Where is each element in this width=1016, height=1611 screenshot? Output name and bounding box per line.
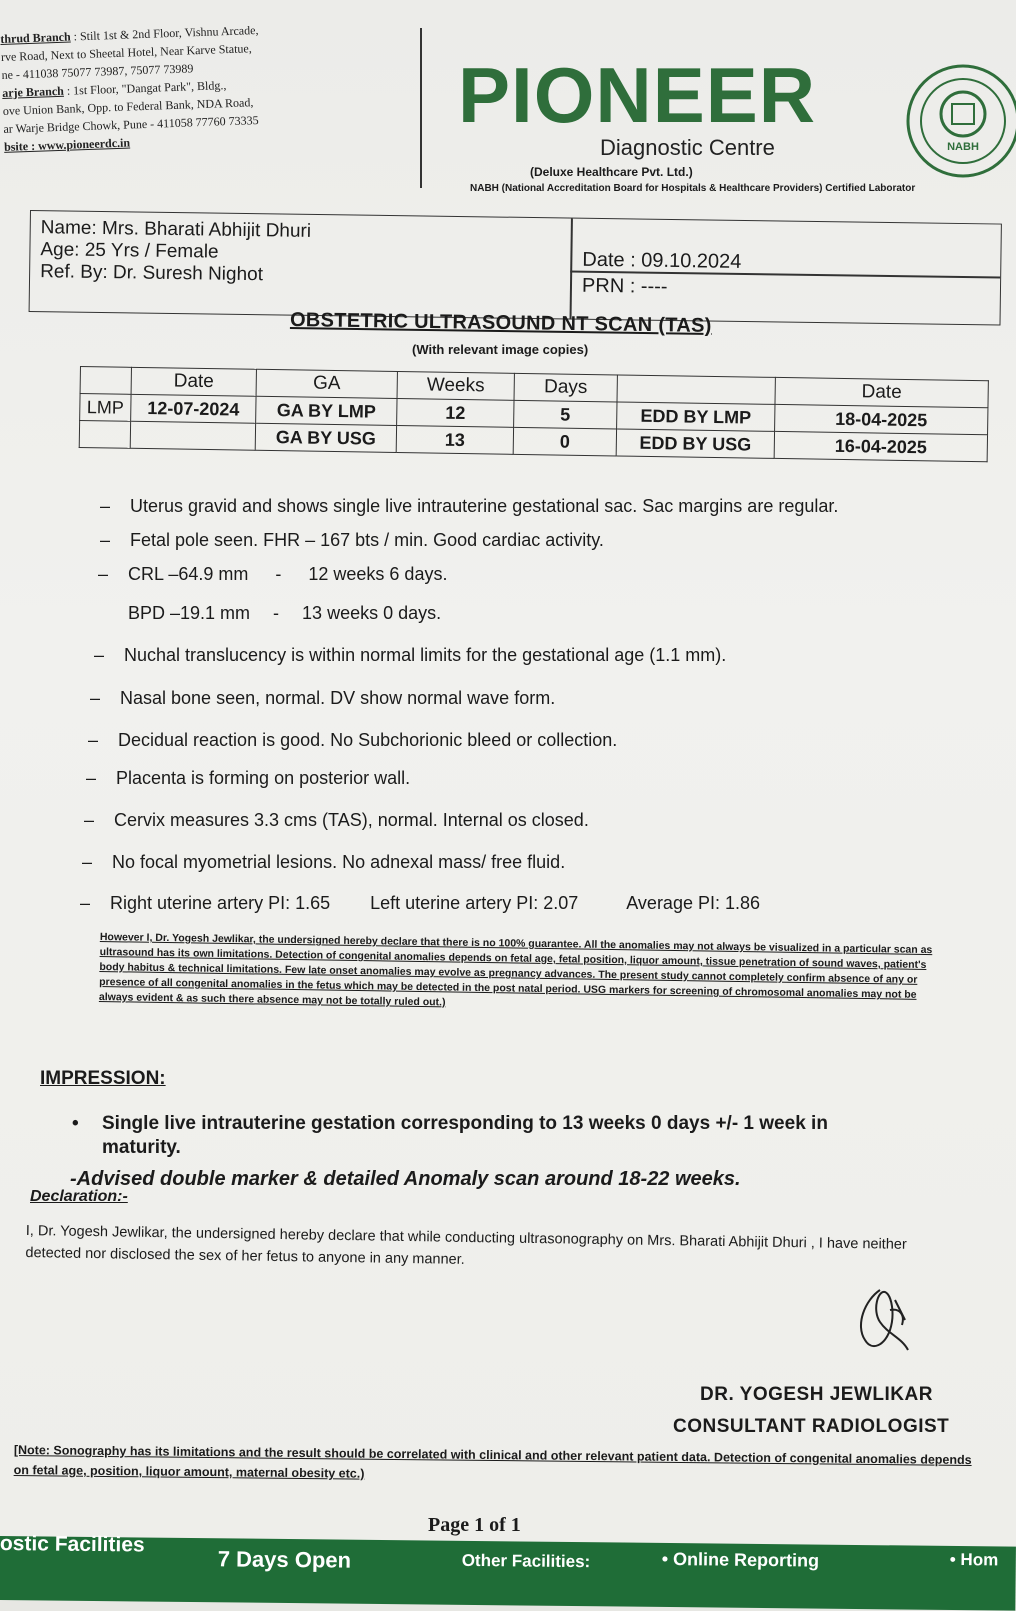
doctor-title: CONSULTANT RADIOLOGIST bbox=[673, 1416, 950, 1437]
table-cell: 0 bbox=[513, 427, 616, 456]
finding-uterus: – Uterus gravid and shows single live intrauterine gestational sac. Sac margins are regular. bbox=[100, 496, 839, 516]
patient-info-box bbox=[29, 210, 1002, 326]
seal-text: NABH bbox=[947, 141, 979, 153]
table-cell: GA BY USG bbox=[255, 423, 396, 452]
header-divider bbox=[420, 28, 422, 188]
note-text: [Note: Sonography has its limitations and the result should be correlated with clinical and other relevant patient data. Detection of congenital anomalies depends on fetal age, position, liquor amount, maternal obesity etc.) bbox=[13, 1442, 972, 1481]
patient-age: Age: 25 Yrs / Female bbox=[40, 239, 219, 263]
table-cell: Days bbox=[514, 373, 617, 402]
doctor-name: DR. YOGESH JEWLIKAR bbox=[700, 1384, 933, 1405]
prn: PRN : ---- bbox=[581, 274, 668, 298]
finding-bpd: BPD –19.1 mm - 13 weeks 0 days. bbox=[128, 603, 442, 623]
branch2-line3: ar Warje Bridge Chowk, Pune - 411058 77760 73335 bbox=[3, 113, 259, 136]
table-cell bbox=[80, 367, 131, 395]
nabh-accreditation: NABH (National Accreditation Board for Hospitals & Healthcare Providers) Certified Laborator bbox=[470, 183, 916, 194]
finding-uterine-artery: – Right uterine artery PI: 1.65 Left uterine artery PI: 2.07 Average PI: 1.86 bbox=[80, 893, 761, 913]
logo-subtitle: Diagnostic Centre bbox=[600, 135, 775, 160]
table-cell: Date bbox=[775, 377, 988, 407]
branch2-line2: ove Union Bank, Opp. to Federal Bank, NDA Road, bbox=[2, 95, 254, 118]
report-date: Date : 09.10.2024 bbox=[582, 248, 742, 273]
branch-addresses bbox=[0, 16, 414, 156]
table-cell: GA bbox=[256, 369, 397, 398]
finding-cervix: – Cervix measures 3.3 cms (TAS), normal. Internal os closed. bbox=[84, 810, 589, 830]
table-cell: 12-07-2024 bbox=[131, 394, 256, 423]
table-cell: Date bbox=[131, 367, 256, 396]
branch1-line2: rve Road, Next to Sheetal Hotel, Near Karve Statue, bbox=[0, 41, 252, 64]
report-subtitle: (With relevant image copies) bbox=[412, 342, 589, 357]
branch2-line1: : 1st Floor, "Dangat Park", Bldg., bbox=[63, 78, 227, 98]
table-cell: 16-04-2025 bbox=[774, 431, 987, 461]
table-cell: GA BY LMP bbox=[256, 396, 397, 425]
nabh-seal-icon bbox=[904, 62, 1016, 180]
table-cell: 5 bbox=[514, 400, 617, 429]
branch1-line3: ne - 411038 75077 73987, 75077 73989 bbox=[1, 61, 194, 82]
logo-text: PIONEER bbox=[458, 51, 817, 139]
finding-nuchal: – Nuchal translucency is within normal limits for the gestational age (1.1 mm). bbox=[94, 645, 727, 665]
finding-myometrial: – No focal myometrial lesions. No adnexal mass/ free fluid. bbox=[82, 852, 566, 872]
table-cell: Weeks bbox=[397, 371, 514, 400]
website[interactable]: bsite : www.pioneerdc.in bbox=[3, 135, 131, 154]
advice-text: -Advised double marker & detailed Anomaly scan around 18-22 weeks. bbox=[70, 1168, 741, 1190]
branch2-name: arje Branch bbox=[1, 83, 65, 100]
bullet-icon: • bbox=[72, 1113, 79, 1134]
footer-facilities: ostic Facilities bbox=[0, 1532, 145, 1557]
disclaimer-text: However I, Dr. Yogesh Jewlikar, the undersigned hereby declare that there is no 100% guarantee. All the anomalies may not always be visualized in a particular scan as ultrasound has its own limitations. Detection of congenital anomalies depends on fetal age, fetal position, liquor amount, tissue penetration of sound waves, patient's body habitus & technical limitations. Few late onset anomalies may evolve as pregnancy advances. The present study cannot completely confirm absence of any or presence of all congenital anomalies in the fetus which may be detected in the post natal period. USG markers for screening of chromosomal anomalies may not be always evident & as such there absence may not be totally ruled out.) bbox=[98, 930, 933, 1009]
finding-nasal-bone: – Nasal bone seen, normal. DV show normal wave form. bbox=[90, 688, 556, 708]
table-cell: EDD BY LMP bbox=[617, 402, 775, 431]
finding-fetal-pole: – Fetal pole seen. FHR – 167 bts / min. Good cardiac activity. bbox=[100, 530, 604, 550]
table-cell: 13 bbox=[396, 425, 513, 454]
report-title: OBSTETRIC ULTRASOUND NT SCAN (TAS) bbox=[289, 309, 712, 337]
pioneer-logo bbox=[458, 51, 817, 139]
footer-online: • Online Reporting bbox=[661, 1548, 820, 1571]
table-cell: EDD BY USG bbox=[616, 429, 774, 458]
table-cell bbox=[130, 421, 255, 450]
page-number: Page 1 of 1 bbox=[428, 1514, 521, 1536]
table-cell: 12 bbox=[397, 398, 514, 427]
footer-bar bbox=[0, 1532, 1016, 1611]
table-cell bbox=[617, 375, 775, 404]
footer-home: • Hom bbox=[949, 1549, 999, 1570]
footer-days-open: 7 Days Open bbox=[217, 1546, 352, 1573]
declaration-heading: Declaration:- bbox=[30, 1188, 128, 1205]
company-name: (Deluxe Healthcare Pvt. Ltd.) bbox=[530, 165, 693, 179]
finding-placenta: – Placenta is forming on posterior wall. bbox=[86, 768, 411, 788]
patient-name: Name: Mrs. Bharati Abhijit Dhuri bbox=[40, 217, 312, 242]
impression-text: Single live intrauterine gestation corresponding to 13 weeks 0 days +/- 1 week in maturity. bbox=[102, 1113, 828, 1158]
impression-heading: IMPRESSION: bbox=[40, 1068, 166, 1089]
table-cell: LMP bbox=[80, 394, 131, 422]
finding-decidual: – Decidual reaction is good. No Subchorionic bleed or collection. bbox=[88, 730, 618, 750]
referred-by: Ref. By: Dr. Suresh Nighot bbox=[39, 261, 264, 286]
finding-crl: – CRL –64.9 mm - 12 weeks 6 days. bbox=[98, 564, 448, 584]
ga-table bbox=[79, 366, 989, 462]
table-cell bbox=[79, 421, 130, 449]
branch1-line1: : Stilt 1st & 2nd Floor, Vishnu Arcade, bbox=[70, 22, 259, 44]
signature-image bbox=[850, 1280, 930, 1365]
declaration-text: I, Dr. Yogesh Jewlikar, the undersigned hereby declare that while conducting ultrasonography on Mrs. Bharati Abhijit Dhuri , I have neither detected nor disclosed the sex of her fetus to anyone in any manner. bbox=[25, 1222, 907, 1268]
branch1-name: thrud Branch bbox=[0, 29, 71, 46]
table-cell: 18-04-2025 bbox=[775, 404, 988, 434]
footer-other: Other Facilities: bbox=[461, 1550, 591, 1572]
